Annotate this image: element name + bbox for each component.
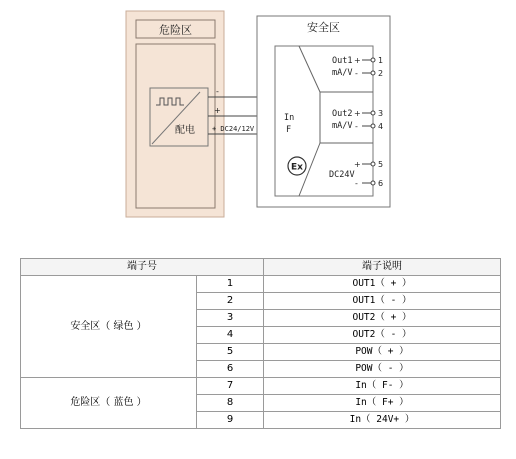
output-1-name: Out1 <box>332 56 353 66</box>
terminal-number-cell: 5 <box>197 344 264 361</box>
terminal-desc-cell: In（ F+ ） <box>264 395 501 412</box>
terminal-3-dot <box>371 111 375 115</box>
terminal-4-dot <box>371 124 375 128</box>
terminal-number-cell: 6 <box>197 361 264 378</box>
ex-mark-label: Ex <box>291 162 303 173</box>
terminal-number-cell: 2 <box>197 293 264 310</box>
input-label-f: F <box>286 125 292 135</box>
output-2-plus: + <box>354 109 361 118</box>
output-1-unit: mA/V <box>332 68 353 78</box>
terminal-desc-cell: In（ 24V+ ） <box>264 412 501 429</box>
input-label-in: In <box>284 113 295 123</box>
zone-safe-cell: 安全区（ 绿色 ） <box>21 276 197 378</box>
output-2-unit: mA/V <box>332 121 353 131</box>
table-header-row <box>21 259 501 276</box>
zone-hazard-cell: 危险区（ 蓝色 ） <box>21 378 197 429</box>
hazard-zone-title: 危险区 <box>159 23 192 37</box>
terminal-desc-cell: OUT1（ + ） <box>264 276 501 293</box>
wire-9-sign: + DC24/12V <box>212 125 255 133</box>
wire-7-sign: - <box>216 87 219 96</box>
output-1-plus: + <box>354 56 361 65</box>
terminal-1-number: 1 <box>378 56 384 65</box>
output-1-minus: - <box>355 69 358 78</box>
output-2-name: Out2 <box>332 109 353 119</box>
power-name: DC24V <box>329 170 355 180</box>
terminal-4-number: 4 <box>378 122 384 131</box>
terminal-desc-cell: In（ F- ） <box>264 378 501 395</box>
power-minus: - <box>355 179 358 188</box>
terminal-desc-cell: POW（ + ） <box>264 344 501 361</box>
terminal-number-cell: 1 <box>197 276 264 293</box>
wire-8-sign: + <box>214 106 221 115</box>
terminal-desc-cell: OUT2（ + ） <box>264 310 501 327</box>
terminal-number-cell: 9 <box>197 412 264 429</box>
terminal-number-cell: 3 <box>197 310 264 327</box>
terminal-2-number: 2 <box>378 69 384 78</box>
device-label: 配电 <box>175 125 195 136</box>
output-2-minus: - <box>355 122 358 131</box>
table-row <box>21 378 501 395</box>
terminal-desc-cell: OUT1（ - ） <box>264 293 501 310</box>
terminal-5-number: 5 <box>378 160 384 169</box>
terminal-desc-cell: POW（ - ） <box>264 361 501 378</box>
header-terminal-number: 端子号 <box>21 259 264 276</box>
header-terminal-description: 端子说明 <box>264 259 501 276</box>
terminal-desc-cell: OUT2（ - ） <box>264 327 501 344</box>
safe-zone-title: 安全区 <box>307 21 340 34</box>
terminal-1-dot <box>371 58 375 62</box>
terminal-3-number: 3 <box>378 109 384 118</box>
terminal-number-cell: 7 <box>197 378 264 395</box>
terminal-number-cell: 4 <box>197 327 264 344</box>
terminal-5-dot <box>371 162 375 166</box>
terminal-number-cell: 8 <box>197 395 264 412</box>
terminal-6-number: 6 <box>378 179 384 188</box>
table-row <box>21 276 501 293</box>
power-plus: + <box>354 160 361 169</box>
terminal-2-dot <box>371 71 375 75</box>
terminal-table <box>20 258 501 429</box>
terminal-6-dot <box>371 181 375 185</box>
